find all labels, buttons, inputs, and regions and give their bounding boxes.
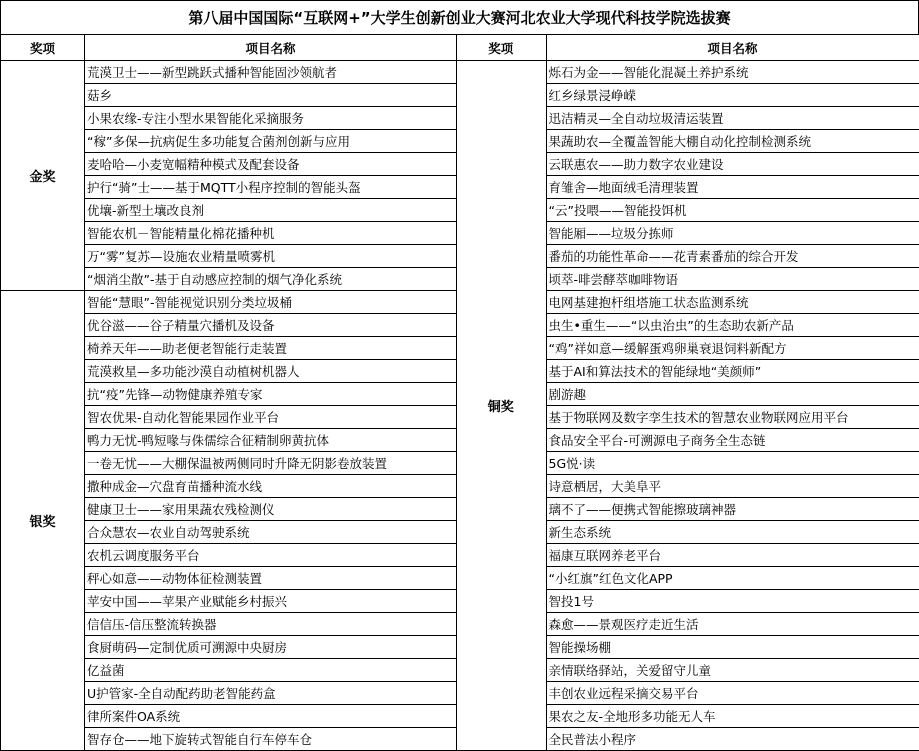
project-name-cell: 荒漠卫士——新型跳跃式播种智能固沙领航者 (85, 61, 457, 84)
project-name-cell: “鸡”祥如意—缓解蛋鸡卵巢衰退饲料新配方 (546, 337, 919, 360)
project-name-cell: 智能“慧眼”-智能视觉识别分类垃圾桶 (85, 291, 457, 314)
project-name-cell: 新生态系统 (546, 521, 919, 544)
project-name-cell: 抗“疫”先锋—动物健康养殖专家 (85, 383, 457, 406)
project-name-cell: 红乡绿景浸峥嵘 (546, 84, 919, 107)
project-name-cell: 智能厢——垃圾分拣师 (546, 222, 919, 245)
left-award-table (0, 34, 457, 751)
project-name-cell: 亲情联络驿站，关爱留守儿童 (546, 659, 919, 682)
project-name-cell: 农机云调度服务平台 (85, 544, 457, 567)
project-name-cell: 优壤-新型土壤改良剂 (85, 199, 457, 222)
project-name-cell: 食厨萌码—定制优质可溯源中央厨房 (85, 636, 457, 659)
project-name-cell: “小红旗”红色文化APP (546, 567, 919, 590)
project-name-cell: 菇乡 (85, 84, 457, 107)
project-name-cell: 果蔬助农—全覆盖智能大棚自动化控制检测系统 (546, 130, 919, 153)
project-name-cell: 麦哈哈—小麦宽幅精种模式及配套设备 (85, 153, 457, 176)
project-name-cell: 迅洁精灵—全自动垃圾清运装置 (546, 107, 919, 130)
project-name-cell: 丰创农业远程采摘交易平台 (546, 682, 919, 705)
project-name-cell: 虫生•重生——“以虫治虫”的生态助农新产品 (546, 314, 919, 337)
table-row (1, 61, 457, 84)
bronze-award-label: 铜奖 (456, 61, 546, 751)
project-name-cell: 食品安全平台-可溯源电子商务全生态链 (546, 429, 919, 452)
project-name-cell: 椅养天年——助老便老智能行走装置 (85, 337, 457, 360)
project-name-cell: 果农之友-全地形多功能无人车 (546, 705, 919, 728)
project-name-cell: 智农优果-自动化智能果园作业平台 (85, 406, 457, 429)
project-name-cell: “云”投喂——智能投饵机 (546, 199, 919, 222)
project-name-cell: 秤心如意——动物体征检测装置 (85, 567, 457, 590)
project-name-cell: 鸭力无忧-鸭短喙与侏儒综合征精制卵黄抗体 (85, 429, 457, 452)
page-title: 第八届中国国际“互联网+”大学生创新创业大赛河北农业大学现代科技学院选拔赛 (0, 0, 919, 34)
gold-award-label: 金奖 (1, 61, 85, 291)
project-name-cell: 健康卫士——家用果蔬农残检测仪 (85, 498, 457, 521)
project-name-cell: 荒漠救星—多功能沙漠自动植树机器人 (85, 360, 457, 383)
project-name-cell: 撒种成金—穴盘育苗播种流水线 (85, 475, 457, 498)
project-name-cell: 基于物联网及数字孪生技术的智慧农业物联网应用平台 (546, 406, 919, 429)
project-name-cell: 优谷滋——谷子精量穴播机及设备 (85, 314, 457, 337)
project-name-cell: 璃不了——便携式智能擦玻璃神器 (546, 498, 919, 521)
project-name-cell: 电网基建抱杆组塔施工状态监测系统 (546, 291, 919, 314)
project-name-cell: “稼”多保—抗病促生多功能复合菌剂创新与应用 (85, 130, 457, 153)
project-name-cell: 基于AI和算法技术的智能绿地“美颜师” (546, 360, 919, 383)
project-name-cell: 烁石为金——智能化混凝土养护系统 (546, 61, 919, 84)
project-name-cell: 智存仓——地下旋转式智能自行车停车仓 (85, 728, 457, 751)
project-name-cell: 云联惠农——助力数字农业建设 (546, 153, 919, 176)
award-header: 奖项 (1, 35, 85, 61)
project-name-cell: 全民普法小程序 (546, 728, 919, 751)
project-name-cell: U护管家-全自动配药助老智能药盒 (85, 682, 457, 705)
project-name-cell: 万“雾”复苏—设施农业精量喷雾机 (85, 245, 457, 268)
award-header: 奖项 (456, 35, 546, 61)
project-name-cell: 顷萃-啡尝酵萃咖啡物语 (546, 268, 919, 291)
table-row (1, 291, 457, 314)
project-name-cell: 一卷无忧——大棚保温被两侧同时升降无阴影卷放装置 (85, 452, 457, 475)
table-row (456, 61, 919, 84)
header-row (1, 35, 457, 61)
project-name-cell: 智能农机－智能精量化棉花播种机 (85, 222, 457, 245)
header-row (456, 35, 919, 61)
project-name-cell: “烟消尘散”-基于自动感应控制的烟气净化系统 (85, 268, 457, 291)
project-name-cell: 番茄的功能性革命——花青素番茄的综合开发 (546, 245, 919, 268)
project-name-cell: 信信压-信压整流转换器 (85, 613, 457, 636)
project-name-cell: 育雏舍—地面绒毛清理装置 (546, 176, 919, 199)
project-name-cell: 剧游趣 (546, 383, 919, 406)
project-header: 项目名称 (546, 35, 919, 61)
silver-award-label: 银奖 (1, 291, 85, 751)
project-name-cell: 护行“骑”士——基于MQTT小程序控制的智能头盔 (85, 176, 457, 199)
project-name-cell: 亿益菌 (85, 659, 457, 682)
project-name-cell: 森愈——景观医疗走近生活 (546, 613, 919, 636)
project-name-cell: 小果农缘-专注小型水果智能化采摘服务 (85, 107, 457, 130)
project-name-cell: 诗意栖居，大美阜平 (546, 475, 919, 498)
project-name-cell: 福康互联网养老平台 (546, 544, 919, 567)
project-name-cell: 苹安中国——苹果产业赋能乡村振兴 (85, 590, 457, 613)
project-header: 项目名称 (85, 35, 457, 61)
right-award-table (456, 34, 919, 751)
project-name-cell: 智投1号 (546, 590, 919, 613)
project-name-cell: 合众慧农—农业自动驾驶系统 (85, 521, 457, 544)
project-name-cell: 智能操场棚 (546, 636, 919, 659)
project-name-cell: 5G悦·读 (546, 452, 919, 475)
project-name-cell: 律所案件OA系统 (85, 705, 457, 728)
